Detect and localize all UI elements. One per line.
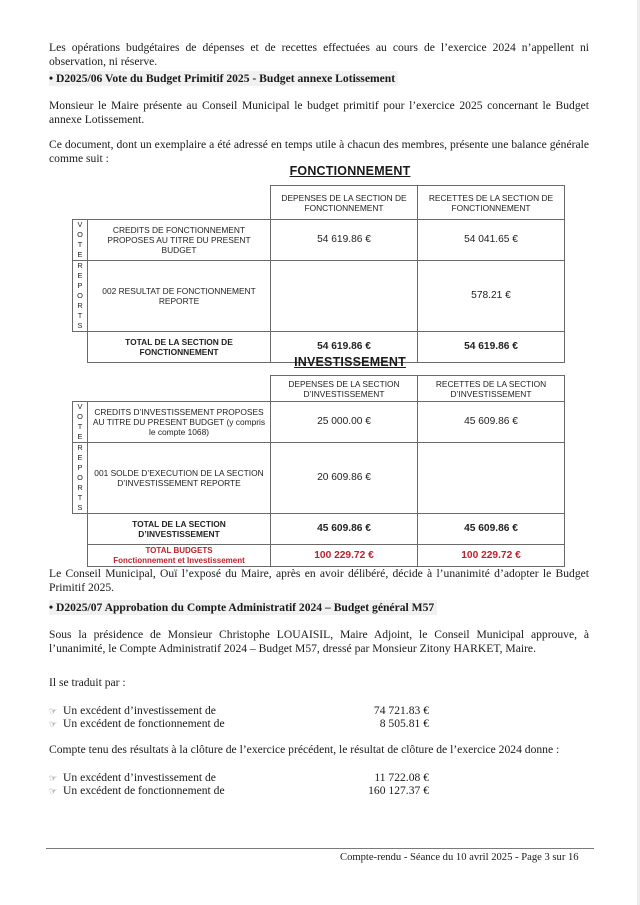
row-depenses — [271, 261, 418, 332]
grand-total-label: TOTAL BUDGETS Fonctionnement et Investissement — [88, 545, 271, 567]
row-label: CREDITS DE FONCTIONNEMENT PROPOSES AU TITRE DU PRESENT BUDGET — [88, 220, 271, 261]
grand-total-depenses: 100 229.72 € — [271, 545, 418, 567]
decision-1-conclusion: Le Conseil Municipal, Ouï l’exposé du Maire, après en avoir délibéré, décide à l’unanimité d’adopter le Budget Primitif 2025. — [49, 567, 589, 594]
table-header-row — [73, 186, 565, 220]
pointing-hand-icon: ☞ — [49, 786, 58, 796]
grand-total-row — [73, 545, 565, 567]
total-row — [73, 514, 565, 545]
result-item: ☞ Un excédent de fonctionnement de 160 127.37 € — [49, 784, 429, 797]
total-label: TOTAL DE LA SECTION DE FONCTIONNEMENT — [88, 332, 271, 363]
total-recettes: 54 619.86 € — [418, 332, 565, 363]
row-recettes — [418, 443, 565, 514]
pointing-hand-icon: ☞ — [49, 719, 58, 729]
row-label: 001 SOLDE D’EXECUTION DE LA SECTION D’INVESTISSEMENT REPORTE — [88, 443, 271, 514]
total-depenses: 54 619.86 € — [271, 332, 418, 363]
fonctionnement-table — [72, 185, 565, 363]
investissement-title: INVESTISSEMENT — [294, 355, 406, 369]
investissement-table — [72, 375, 565, 567]
page-footer: Compte-rendu - Séance du 10 avril 2025 - Page 3 sur 16 — [340, 852, 579, 863]
table-row — [73, 402, 565, 443]
result-item: ☞ Un excédent d’investissement de 11 722.08 € — [49, 771, 429, 784]
pointing-hand-icon: ☞ — [49, 706, 58, 716]
decision-heading-d2025-06: • D2025/06 Vote du Budget Primitif 2025 - Budget annexe Lotissement — [49, 71, 398, 86]
decision-2-paragraph-1: Sous la présidence de Monsieur Christophe LOUAISIL, Maire Adjoint, le Conseil Municipal approuve, à l’unanimité, le Compte Administratif 2024 – Budget M57, dressé par Monsieur Zitony HARKET, Maire. — [49, 628, 589, 655]
reports-group-label: R E P O R T S — [73, 443, 88, 514]
fonctionnement-title: FONCTIONNEMENT — [289, 164, 411, 178]
total-recettes: 45 609.86 € — [418, 514, 565, 545]
table-row — [73, 443, 565, 514]
row-depenses: 20 609.86 € — [271, 443, 418, 514]
row-depenses: 54 619.86 € — [271, 220, 418, 261]
header-recettes: RECETTES DE LA SECTION D’INVESTISSEMENT — [418, 376, 565, 402]
row-recettes: 578.21 € — [418, 261, 565, 332]
header-depenses: DEPENSES DE LA SECTION D’INVESTISSEMENT — [271, 376, 418, 402]
result-amount: 74 721.83 € — [373, 704, 429, 717]
decision-2-paragraph-3: Compte tenu des résultats à la clôture de l’exercice précédent, le résultat de clôture de l’exercice 2024 donne : — [49, 743, 560, 756]
result-amount: 160 127.37 € — [368, 784, 429, 797]
row-recettes: 45 609.86 € — [418, 402, 565, 443]
decision-1-paragraph-1: Monsieur le Maire présente au Conseil Municipal le budget primitif pour l’exercice 2025 concernant le Budget annexe Lotissement. — [49, 99, 589, 126]
row-label: 002 RESULTAT DE FONCTIONNEMENT REPORTE — [88, 261, 271, 332]
decision-2-paragraph-2: Il se traduit par : — [49, 676, 126, 689]
table-header-row — [73, 376, 565, 402]
pointing-hand-icon: ☞ — [49, 773, 58, 783]
result-item: ☞ Un excédent de fonctionnement de 8 505.81 € — [49, 717, 429, 730]
result-item: ☞ Un excédent d’investissement de 74 721.83 € — [49, 704, 429, 717]
reports-group-label: R E P O R T S — [73, 261, 88, 332]
intro-paragraph: Les opérations budgétaires de dépenses et de recettes effectuées au cours de l’exercice 2024 n’appellent ni observation, ni réserve. — [49, 41, 589, 68]
row-recettes: 54 041.65 € — [418, 220, 565, 261]
vote-group-label: V O T E — [73, 220, 88, 261]
row-label: CREDITS D’INVESTISSEMENT PROPOSES AU TITRE DU PRESENT BUDGET (y compris le compte 1068) — [88, 402, 271, 443]
result-amount: 8 505.81 € — [379, 717, 429, 730]
table-row — [73, 220, 565, 261]
total-label: TOTAL DE LA SECTION D’INVESTISSEMENT — [88, 514, 271, 545]
header-depenses: DEPENSES DE LA SECTION DE FONCTIONNEMENT — [271, 186, 418, 220]
footer-divider — [46, 848, 594, 849]
vote-group-label: V O T E — [73, 402, 88, 443]
row-depenses: 25 000.00 € — [271, 402, 418, 443]
header-recettes: RECETTES DE LA SECTION DE FONCTIONNEMENT — [418, 186, 565, 220]
grand-total-recettes: 100 229.72 € — [418, 545, 565, 567]
decision-heading-d2025-07: • D2025/07 Approbation du Compte Administratif 2024 – Budget général M57 — [49, 600, 437, 615]
result-amount: 11 722.08 € — [374, 771, 429, 784]
table-row — [73, 261, 565, 332]
total-depenses: 45 609.86 € — [271, 514, 418, 545]
decision-1-paragraph-2: Ce document, dont un exemplaire a été adressé en temps utile à chacun des membres, présente une balance générale comme suit : — [49, 138, 589, 165]
